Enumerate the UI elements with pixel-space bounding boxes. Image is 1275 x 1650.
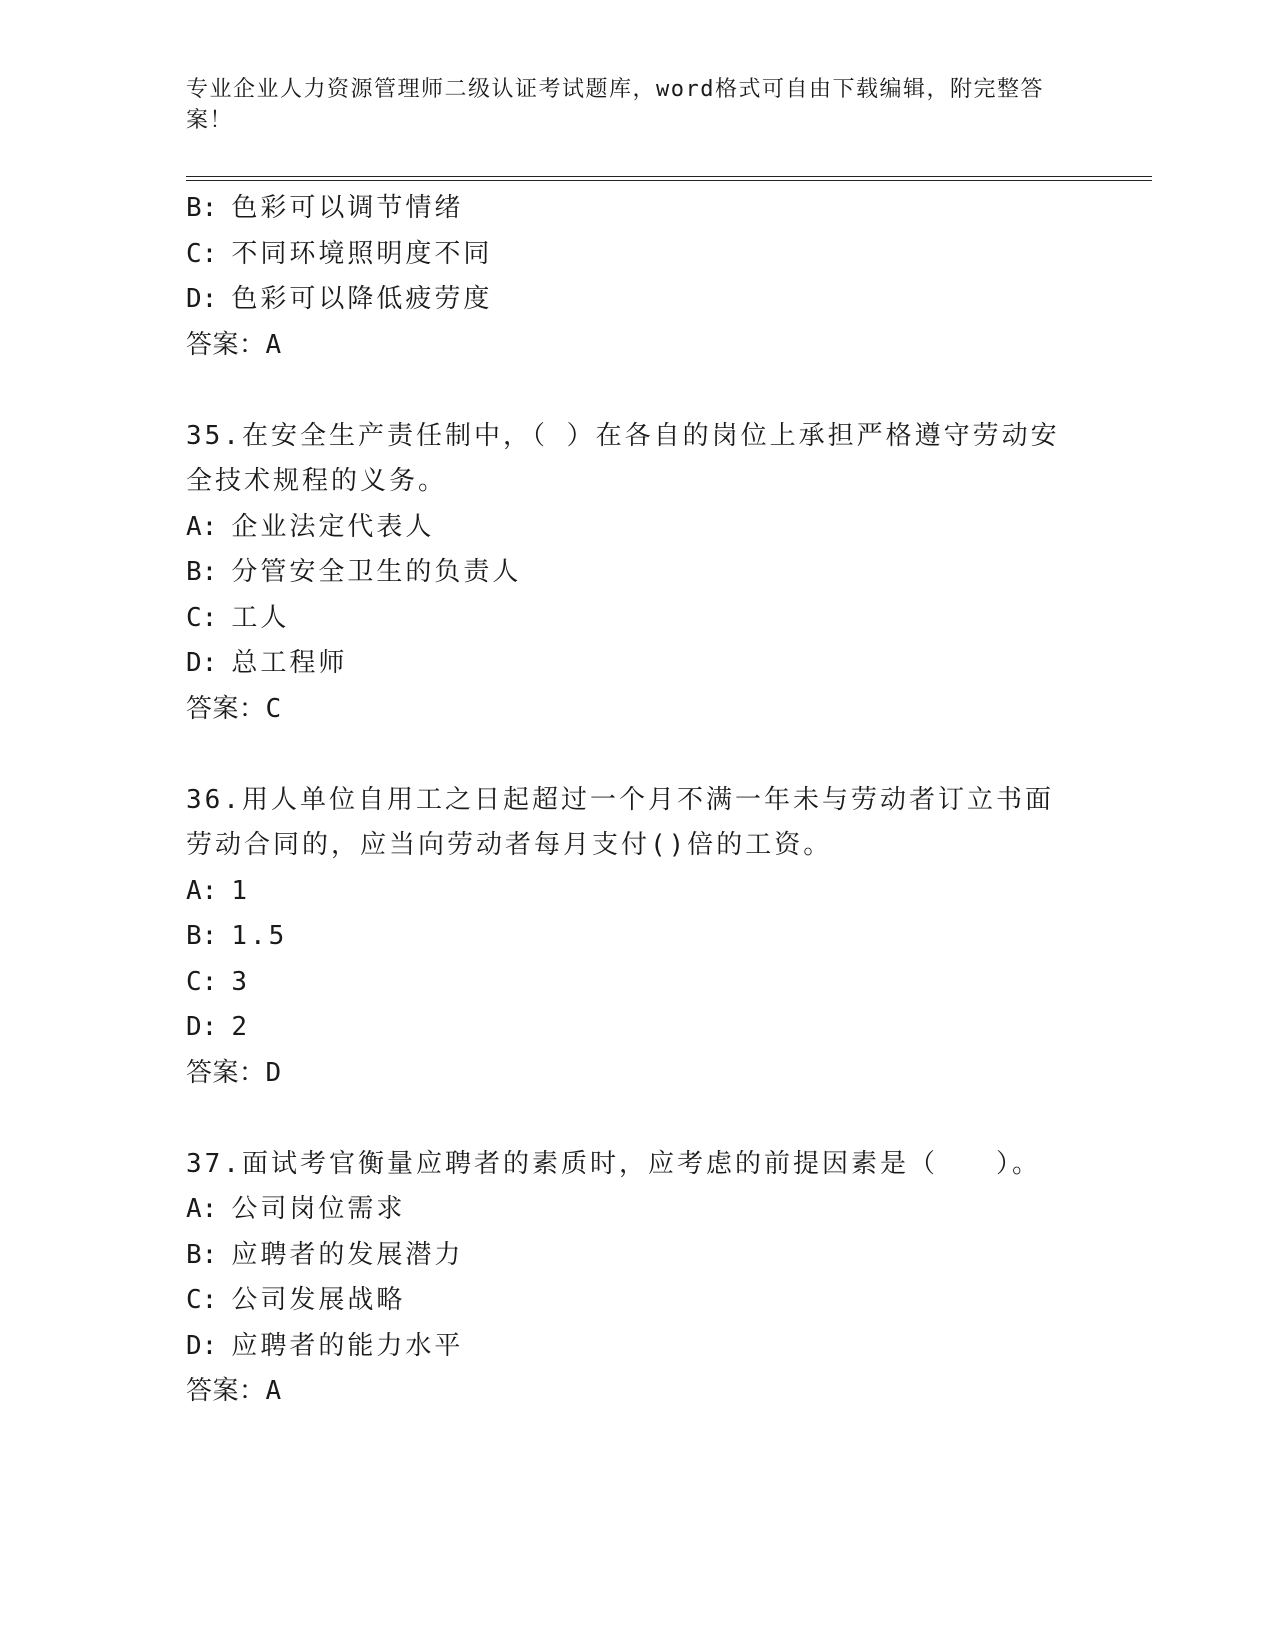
header-divider	[186, 176, 1152, 181]
option-a	[186, 505, 1126, 551]
option-c	[186, 960, 1126, 1006]
option-text: 分管安全卫生的负责人	[231, 557, 522, 587]
spacer	[186, 1096, 1126, 1142]
page-header: 专业企业人力资源管理师二级认证考试题库，word格式可自由下载编辑，附完整答案！	[186, 77, 1044, 133]
option-text: 应聘者的发展潜力	[231, 1239, 464, 1270]
answer-value: C	[265, 693, 282, 724]
option-label: A:	[186, 875, 218, 906]
option-a	[186, 1187, 1126, 1233]
question-list	[186, 186, 1126, 1415]
question-35	[186, 414, 1126, 733]
option-text: 不同环境照明度不同	[231, 238, 493, 269]
option-label: D:	[186, 284, 218, 314]
option-text: 1	[231, 875, 250, 906]
option-label: B:	[186, 193, 218, 223]
answer-value: D	[265, 1057, 282, 1088]
answer-line	[186, 1051, 1126, 1097]
option-text: 3	[231, 966, 250, 997]
option-label: A:	[186, 1194, 218, 1224]
option-text: 公司发展战略	[231, 1285, 406, 1315]
option-text: 总工程师	[231, 648, 348, 678]
option-label: C:	[186, 602, 218, 633]
continued-question	[186, 186, 1126, 368]
question-stem: 37.面试考官衡量应聘者的素质时，应考虑的前提因素是（ ）。	[186, 1148, 1041, 1179]
option-text: 应聘者的能力水平	[231, 1330, 464, 1361]
option-text: 色彩可以调节情绪	[231, 193, 464, 223]
option-label: C:	[186, 1285, 218, 1315]
option-c	[186, 1278, 1126, 1324]
option-text: 公司岗位需求	[231, 1194, 406, 1224]
answer-line	[186, 687, 1126, 733]
option-text: 1.5	[231, 921, 288, 951]
option-label: B:	[186, 1239, 218, 1270]
option-text: 2	[231, 1012, 250, 1042]
option-text: 企业法定代表人	[231, 511, 435, 542]
option-text: 色彩可以降低疲劳度	[231, 284, 493, 314]
question-37	[186, 1142, 1126, 1415]
answer-label: 答案：	[186, 1376, 266, 1406]
option-b	[186, 550, 1126, 596]
option-label: B:	[186, 557, 218, 587]
option-label: D:	[186, 1012, 218, 1042]
answer-label: 答案：	[186, 1057, 266, 1088]
option-b	[186, 914, 1126, 960]
question-stem: 36.用人单位自用工之日起超过一个月不满一年未与劳动者订立书面劳动合同的，应当向劳动者每月支付()倍的工资。	[186, 784, 1054, 860]
option-c	[186, 232, 1126, 278]
option-label: C:	[186, 238, 218, 269]
option-d	[186, 641, 1126, 687]
answer-value: A	[265, 1376, 282, 1406]
answer-label: 答案：	[186, 693, 266, 724]
option-d	[186, 1324, 1126, 1370]
option-text: 工人	[231, 602, 290, 633]
answer-line	[186, 323, 1126, 369]
question-36	[186, 778, 1126, 1097]
option-label: C:	[186, 966, 218, 997]
option-c	[186, 596, 1126, 642]
answer-label: 答案：	[186, 329, 266, 360]
question-stem: 35.在安全生产责任制中，（ ）在各自的岗位上承担严格遵守劳动安全技术规程的义务。	[186, 420, 1060, 496]
option-d	[186, 277, 1126, 323]
option-b	[186, 186, 1126, 232]
option-label: A:	[186, 511, 218, 542]
answer-line	[186, 1369, 1126, 1415]
option-b	[186, 1233, 1126, 1279]
answer-value: A	[265, 329, 282, 360]
option-label: B:	[186, 921, 218, 951]
spacer	[186, 732, 1126, 778]
option-d	[186, 1005, 1126, 1051]
option-label: D:	[186, 1330, 218, 1361]
option-a	[186, 869, 1126, 915]
spacer	[186, 368, 1126, 414]
option-label: D:	[186, 648, 218, 678]
